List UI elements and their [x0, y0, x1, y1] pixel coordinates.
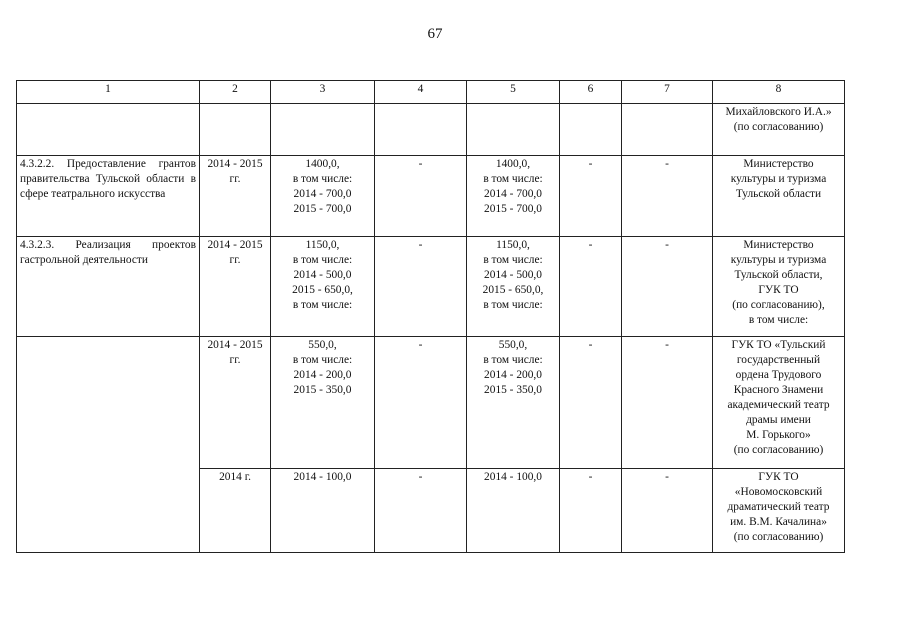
cell-measure [17, 104, 200, 156]
cell-municipal: - [560, 237, 622, 337]
cell-municipal: - [560, 337, 622, 469]
cell-responsible: ГУК ТО «Новомосковский драматический театр им. В.М. Качалина» (по согласованию) [713, 469, 845, 553]
cell-responsible: Михайловского И.А.» (по согласованию) [713, 104, 845, 156]
header-cell-3: 3 [271, 81, 375, 104]
cell-regional: 550,0, в том числе: 2014 - 200,0 2015 - 350,0 [467, 337, 560, 469]
cell-total: 2014 - 100,0 [271, 469, 375, 553]
header-cell-5: 5 [467, 81, 560, 104]
table-row [17, 237, 845, 337]
header-cell-7: 7 [622, 81, 713, 104]
cell-federal [375, 104, 467, 156]
table-row [17, 104, 845, 156]
cell-municipal: - [560, 156, 622, 237]
document-table [16, 80, 845, 553]
header-cell-2: 2 [200, 81, 271, 104]
cell-period: 2014 - 2015 гг. [200, 337, 271, 469]
cell-other: - [622, 337, 713, 469]
cell-regional: 1150,0, в том числе: 2014 - 500,0 2015 - 650,0, в том числе: [467, 237, 560, 337]
cell-municipal [560, 104, 622, 156]
cell-federal: - [375, 337, 467, 469]
header-row [17, 81, 845, 104]
cell-measure: 4.3.2.3. Реализация проектов гастрольной деятельности [17, 237, 200, 337]
cell-regional: 2014 - 100,0 [467, 469, 560, 553]
cell-other: - [622, 469, 713, 553]
cell-total: 1400,0, в том числе: 2014 - 700,0 2015 - 700,0 [271, 156, 375, 237]
cell-other [622, 104, 713, 156]
cell-other: - [622, 156, 713, 237]
header-cell-4: 4 [375, 81, 467, 104]
cell-federal: - [375, 156, 467, 237]
cell-regional [467, 104, 560, 156]
cell-responsible: Министерство культуры и туризма Тульской области [713, 156, 845, 237]
cell-period [200, 104, 271, 156]
cell-federal: - [375, 237, 467, 337]
cell-period: 2014 - 2015 гг. [200, 156, 271, 237]
cell-total: 1150,0, в том числе: 2014 - 500,0 2015 - 650,0, в том числе: [271, 237, 375, 337]
table-row [17, 156, 845, 237]
cell-measure [17, 337, 200, 553]
page-number: 67 [427, 26, 443, 42]
header-cell-8: 8 [713, 81, 845, 104]
header-cell-6: 6 [560, 81, 622, 104]
cell-period: 2014 г. [200, 469, 271, 553]
cell-other: - [622, 237, 713, 337]
table-row [17, 337, 845, 469]
cell-municipal: - [560, 469, 622, 553]
header-cell-1: 1 [17, 81, 200, 104]
cell-federal: - [375, 469, 467, 553]
cell-regional: 1400,0, в том числе: 2014 - 700,0 2015 - 700,0 [467, 156, 560, 237]
cell-measure: 4.3.2.2. Предоставление грантов правительства Тульской области в сфере театрального искусства [17, 156, 200, 237]
cell-total: 550,0, в том числе: 2014 - 200,0 2015 - 350,0 [271, 337, 375, 469]
cell-responsible: Министерство культуры и туризма Тульской области, ГУК ТО (по согласованию), в том числе: [713, 237, 845, 337]
cell-period: 2014 - 2015 гг. [200, 237, 271, 337]
cell-total [271, 104, 375, 156]
cell-responsible: ГУК ТО «Тульский государственный ордена Трудового Красного Знамени академический театр драмы имени М. Горького» (по согласованию) [713, 337, 845, 469]
